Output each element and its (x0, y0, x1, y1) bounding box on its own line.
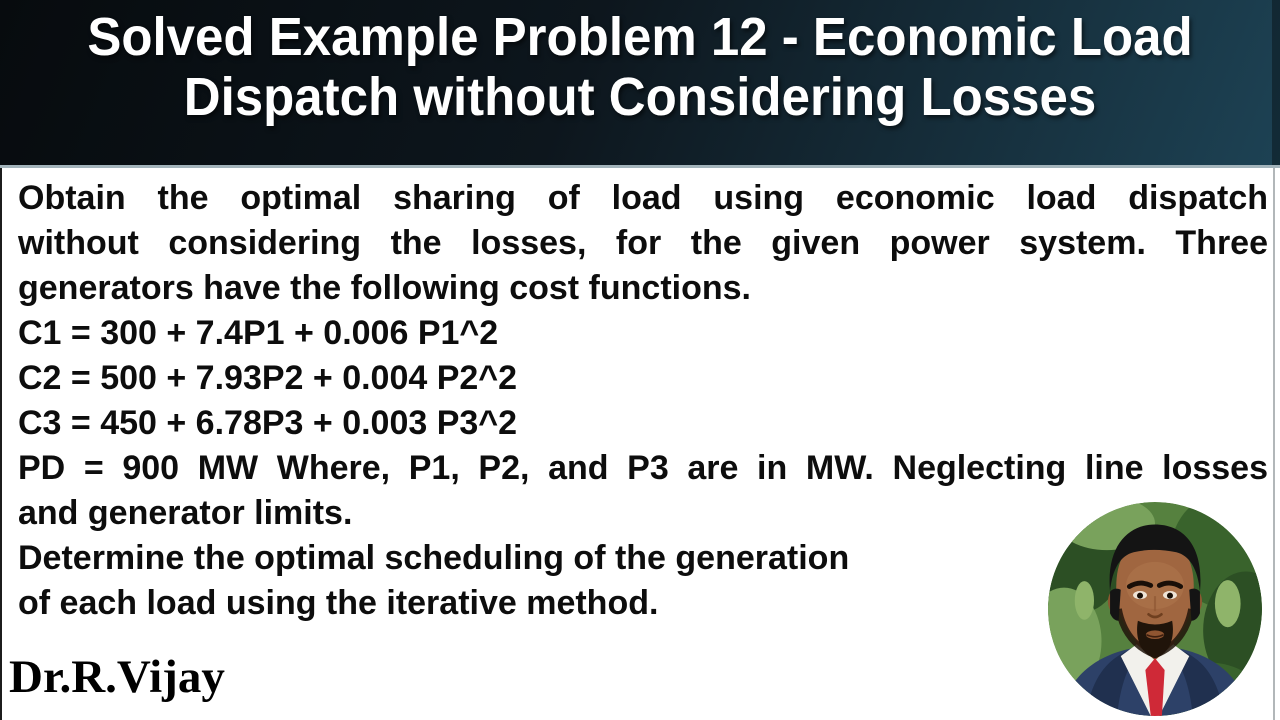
problem-text-line: Determine the optimal scheduling of the generation (18, 539, 850, 577)
presenter-avatar (1048, 502, 1262, 716)
author-name: Dr.R.Vijay (9, 651, 225, 703)
cost-function-c1: C1 = 300 + 7.4P1 + 0.006 P1^2 (18, 314, 499, 352)
problem-text-line: and generator limits. (18, 494, 353, 532)
problem-text-line: Obtain the optimal sharing of load using economic load dispatch (18, 179, 1268, 217)
cost-function-c2: C2 = 500 + 7.93P2 + 0.004 P2^2 (18, 359, 518, 397)
problem-text-line: generators have the following cost functions. (18, 269, 751, 307)
problem-text-line: without considering the losses, for the given power system. Three (18, 224, 1268, 262)
title-banner (0, 0, 1280, 168)
page-title-line-1: Solved Example Problem 12 - Economic Load (87, 6, 1193, 67)
presenter-portrait-illustration (1048, 502, 1262, 716)
frame-right-border (1273, 168, 1275, 720)
demand-line: PD = 900 MW Where, P1, P2, and P3 are in MW. Neglecting line losses (18, 449, 1268, 487)
cost-function-c3: C3 = 450 + 6.78P3 + 0.003 P3^2 (18, 404, 518, 442)
problem-text-line: of each load using the iterative method. (18, 584, 659, 622)
page-title-line-2: Dispatch without Considering Losses (183, 66, 1097, 127)
